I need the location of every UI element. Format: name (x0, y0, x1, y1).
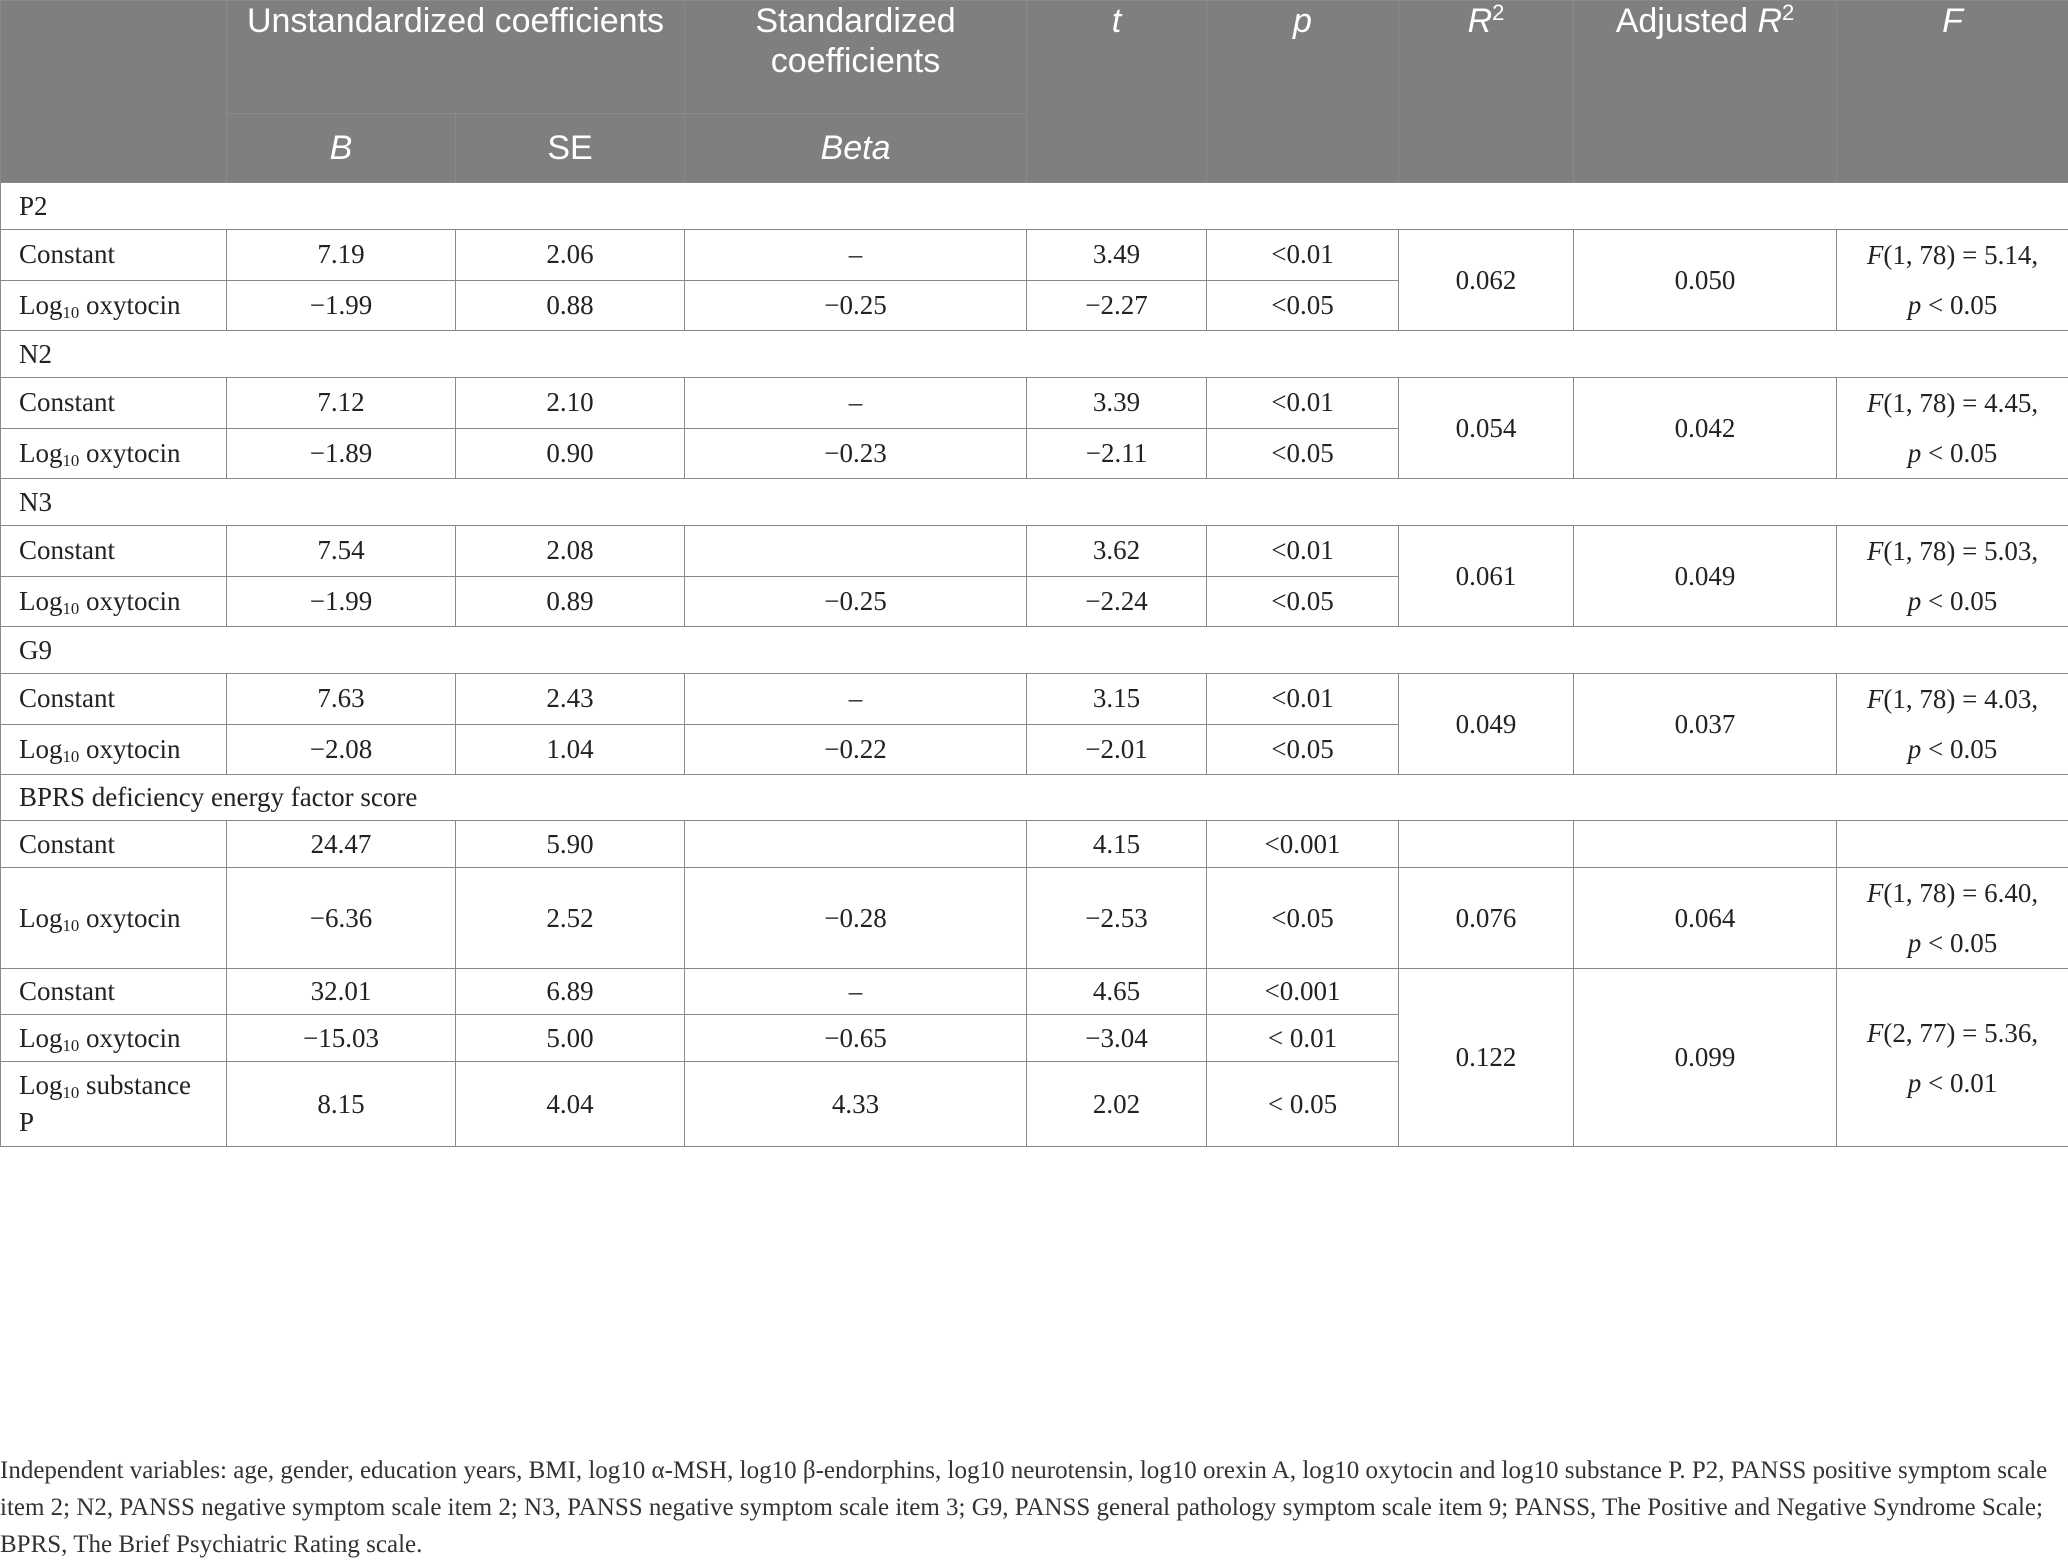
cell-se: 0.88 (456, 280, 685, 331)
section-row (1, 331, 2068, 378)
log-subscript: 10 (62, 746, 80, 766)
cell-se: 2.08 (456, 526, 685, 577)
cell-adjusted-r2: 0.037 (1574, 674, 1837, 775)
header-adjusted-r2 (1574, 1, 1837, 183)
log-label: Log (19, 902, 63, 933)
cell-t: 3.15 (1027, 674, 1207, 725)
cell-r2: 0.049 (1399, 674, 1574, 775)
f-p-letter: p (1907, 438, 1922, 468)
row-label-constant: Constant (1, 526, 227, 577)
cell-f (1837, 674, 2068, 775)
cell-t: 3.39 (1027, 378, 1207, 429)
row-label-constant: Constant (1, 230, 227, 281)
f-letter: F (1866, 878, 1884, 908)
cell-se: 1.04 (456, 724, 685, 775)
section-row (1, 183, 2068, 230)
cell-se: 5.90 (456, 821, 685, 868)
cell-beta: – (685, 674, 1027, 725)
cell-b: −1.89 (227, 428, 456, 479)
section-row (1, 479, 2068, 526)
row-label-oxytocin (1, 724, 227, 775)
header-f: F (1837, 1, 2068, 183)
header-adj-letter: R (1757, 2, 1783, 40)
cell-b: 24.47 (227, 821, 456, 868)
f-p-value: < 0.05 (1921, 290, 1998, 320)
f-p-value: < 0.05 (1921, 586, 1998, 616)
row-label-constant: Constant (1, 378, 227, 429)
log-subscript: 10 (62, 1083, 80, 1103)
f-statistic: (1, 78) = 6.40, (1883, 878, 2039, 908)
cell-adjusted-r2: 0.042 (1574, 378, 1837, 479)
header-beta: Beta (685, 114, 1027, 183)
log-label: Log (19, 1070, 63, 1100)
row-label-constant: Constant (1, 674, 227, 725)
log-label: Log (19, 1022, 63, 1053)
cell-adjusted-r2: 0.049 (1574, 526, 1837, 627)
variable-name: oxytocin (79, 289, 181, 320)
table-row (1, 868, 2068, 969)
f-p-value: < 0.05 (1921, 734, 1998, 764)
cell-p: <0.05 (1207, 576, 1399, 627)
cell-b: −15.03 (227, 1015, 456, 1062)
cell-t: 3.49 (1027, 230, 1207, 281)
cell-b: 32.01 (227, 969, 456, 1015)
cell-p: <0.05 (1207, 724, 1399, 775)
cell-p: <0.05 (1207, 868, 1399, 969)
cell-p: <0.001 (1207, 969, 1399, 1015)
row-label-substance-p (1, 1062, 227, 1147)
section-row (1, 775, 2068, 821)
f-p-letter: p (1907, 586, 1922, 616)
cell-b: −1.99 (227, 280, 456, 331)
f-letter: F (1866, 536, 1884, 566)
header-se: SE (456, 114, 685, 183)
cell-r2-empty (1399, 821, 1574, 868)
row-label-oxytocin (1, 280, 227, 331)
cell-b: −2.08 (227, 724, 456, 775)
f-statistic: (2, 77) = 5.36, (1883, 1017, 2039, 1048)
section-label: G9 (1, 627, 2068, 674)
f-letter: F (1866, 240, 1884, 270)
row-label-constant: Constant (1, 821, 227, 868)
section-label: N2 (1, 331, 2068, 378)
table-header (1, 1, 2068, 183)
variable-name: oxytocin (79, 585, 181, 616)
header-unstandardized: Unstandardized coefficients (227, 1, 685, 114)
cell-beta: 4.33 (685, 1062, 1027, 1147)
cell-t: 4.65 (1027, 969, 1207, 1015)
header-b: B (227, 114, 456, 183)
cell-t: −2.01 (1027, 724, 1207, 775)
variable-name: oxytocin (79, 1022, 181, 1053)
log-subscript: 10 (62, 915, 80, 935)
cell-adjusted-r2: 0.099 (1574, 969, 1837, 1147)
cell-se: 2.43 (456, 674, 685, 725)
cell-se: 0.89 (456, 576, 685, 627)
table-row (1, 230, 2068, 281)
cell-r2: 0.054 (1399, 378, 1574, 479)
f-letter: F (1866, 388, 1884, 418)
header-blank-cell (1, 1, 227, 183)
table-row (1, 821, 2068, 868)
log-subscript: 10 (62, 1035, 80, 1055)
cell-f (1837, 526, 2068, 627)
f-p-letter: p (1907, 1067, 1922, 1098)
cell-b: −1.99 (227, 576, 456, 627)
cell-se: 4.04 (456, 1062, 685, 1147)
header-adj-exp: 2 (1782, 0, 1795, 25)
cell-b: −6.36 (227, 868, 456, 969)
header-t: t (1027, 1, 1207, 183)
cell-p: <0.01 (1207, 378, 1399, 429)
section-label: BPRS deficiency energy factor score (1, 775, 2068, 821)
f-p-value: < 0.05 (1921, 928, 1998, 958)
cell-t: −2.24 (1027, 576, 1207, 627)
header-standardized: Standardized coefficients (685, 1, 1027, 114)
f-statistic: (1, 78) = 5.14, (1883, 240, 2039, 270)
cell-se: 6.89 (456, 969, 685, 1015)
cell-adjusted-r2: 0.050 (1574, 230, 1837, 331)
cell-se: 2.06 (456, 230, 685, 281)
cell-f (1837, 868, 2068, 969)
f-p-letter: p (1907, 290, 1922, 320)
cell-p: <0.01 (1207, 230, 1399, 281)
cell-b: 7.54 (227, 526, 456, 577)
cell-beta: −0.22 (685, 724, 1027, 775)
table-footnote: Independent variables: age, gender, education years, BMI, log10 α-MSH, log10 β-endorphins, log10 neurotensin, log10 orexin A, log10 oxytocin and log10 substance P. P2, PANSS positive symptom scale item 2; N2, PANSS negative symptom scale item 2; N3, PANSS negative symptom scale item 3; G9, PANSS general pathology symptom scale item 9; PANSS, The Positive and Negative Syndrome Scale; BPRS, The Brief Psychiatric Rating scale. (0, 1457, 2048, 1558)
f-p-value: < 0.01 (1921, 1067, 1998, 1098)
variable-name: substance (79, 1070, 191, 1100)
cell-p: <0.001 (1207, 821, 1399, 868)
cell-r2: 0.122 (1399, 969, 1574, 1147)
table-body (1, 183, 2068, 1147)
header-r2 (1399, 1, 1574, 183)
section-label: P2 (1, 183, 2068, 230)
log-subscript: 10 (62, 450, 80, 470)
f-letter: F (1866, 1017, 1884, 1048)
cell-beta: −0.65 (685, 1015, 1027, 1062)
log-label: Log (19, 437, 63, 468)
row-label-constant: Constant (1, 969, 227, 1015)
log-label: Log (19, 289, 63, 320)
cell-beta: −0.25 (685, 576, 1027, 627)
cell-beta: – (685, 230, 1027, 281)
cell-t: −3.04 (1027, 1015, 1207, 1062)
header-adj-prefix: Adjusted (1615, 2, 1758, 40)
cell-beta: −0.23 (685, 428, 1027, 479)
row-label-oxytocin (1, 868, 227, 969)
row-label-oxytocin (1, 1015, 227, 1062)
f-letter: F (1866, 684, 1884, 714)
cell-p: <0.05 (1207, 428, 1399, 479)
cell-b: 8.15 (227, 1062, 456, 1147)
cell-p: <0.01 (1207, 526, 1399, 577)
log-subscript: 10 (62, 302, 80, 322)
cell-t: −2.53 (1027, 868, 1207, 969)
table-row (1, 969, 2068, 1015)
log-subscript: 10 (62, 598, 80, 618)
f-p-letter: p (1907, 928, 1922, 958)
cell-t: 2.02 (1027, 1062, 1207, 1147)
cell-b: 7.19 (227, 230, 456, 281)
cell-se: 0.90 (456, 428, 685, 479)
section-row (1, 627, 2068, 674)
f-statistic: (1, 78) = 4.03, (1883, 684, 2039, 714)
cell-b: 7.12 (227, 378, 456, 429)
header-r2-letter: R (1467, 2, 1493, 40)
cell-p: <0.01 (1207, 674, 1399, 725)
row-label-oxytocin (1, 428, 227, 479)
cell-b: 7.63 (227, 674, 456, 725)
section-label: N3 (1, 479, 2068, 526)
cell-f-empty (1837, 821, 2068, 868)
cell-beta (685, 526, 1027, 577)
cell-se: 5.00 (456, 1015, 685, 1062)
table-row (1, 378, 2068, 429)
cell-p: < 0.05 (1207, 1062, 1399, 1147)
cell-r2: 0.076 (1399, 868, 1574, 969)
variable-name: oxytocin (79, 733, 181, 764)
f-statistic: (1, 78) = 5.03, (1883, 536, 2039, 566)
f-p-letter: p (1907, 734, 1922, 764)
cell-t: 3.62 (1027, 526, 1207, 577)
variable-name: oxytocin (79, 902, 181, 933)
cell-f (1837, 230, 2068, 331)
cell-f (1837, 969, 2068, 1147)
cell-p: <0.05 (1207, 280, 1399, 331)
cell-t: −2.11 (1027, 428, 1207, 479)
table-row (1, 526, 2068, 577)
f-statistic: (1, 78) = 4.45, (1883, 388, 2039, 418)
cell-t: −2.27 (1027, 280, 1207, 331)
cell-f (1837, 378, 2068, 479)
log-label: Log (19, 733, 63, 764)
cell-adjusted-r2-empty (1574, 821, 1837, 868)
row-label-oxytocin (1, 576, 227, 627)
cell-beta: −0.28 (685, 868, 1027, 969)
cell-se: 2.10 (456, 378, 685, 429)
f-p-value: < 0.05 (1921, 438, 1998, 468)
variable-name-line2: P (19, 1107, 35, 1137)
header-r2-exp: 2 (1492, 0, 1505, 25)
cell-beta (685, 821, 1027, 868)
cell-r2: 0.062 (1399, 230, 1574, 331)
cell-beta: – (685, 378, 1027, 429)
cell-p: < 0.01 (1207, 1015, 1399, 1062)
variable-name: oxytocin (79, 437, 181, 468)
header-p: p (1207, 1, 1399, 183)
table-row (1, 674, 2068, 725)
cell-r2: 0.061 (1399, 526, 1574, 627)
cell-beta: −0.25 (685, 280, 1027, 331)
log-label: Log (19, 585, 63, 616)
cell-t: 4.15 (1027, 821, 1207, 868)
cell-adjusted-r2: 0.064 (1574, 868, 1837, 969)
cell-se: 2.52 (456, 868, 685, 969)
cell-beta: – (685, 969, 1027, 1015)
